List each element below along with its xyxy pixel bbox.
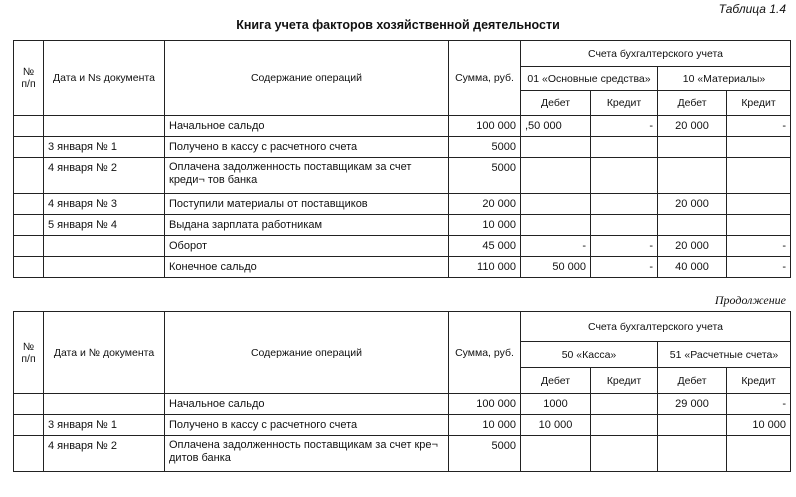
row-content: Выдана зарплата работникам: [165, 215, 449, 236]
header-accounts: Счета бухгалтерского учета: [521, 312, 791, 342]
header-credit: Кредит: [591, 368, 658, 394]
row-content: Начальное сальдо: [165, 394, 449, 415]
header-sum: Сумма, руб.: [449, 312, 521, 394]
table-row: Оборот 45 000 - - 20 000 -: [14, 236, 791, 257]
header-debit: Дебет: [658, 91, 727, 116]
row-content: Получено в кассу с расчетного счета: [165, 415, 449, 436]
header-content: Содержание операций: [165, 41, 449, 116]
header-credit: Кредит: [727, 91, 791, 116]
row-content: Оплачена задолженность поставщикам за счет кре¬ дитов банка: [165, 436, 449, 472]
table-row: 3 января № 1 Получено в кассу с расчетного счета 5000: [14, 137, 791, 158]
table-row: Начальное сальдо 100 000 1000 29 000 -: [14, 394, 791, 415]
table-number-label: Таблица 1.4: [718, 2, 786, 16]
header-account-50: 50 «Касса»: [521, 342, 658, 368]
header-date: Дата и Ns документа: [44, 41, 165, 116]
header-debit: Дебет: [521, 368, 591, 394]
table-row: 3 января № 1 Получено в кассу с расчетного счета 10 000 10 000 10 000: [14, 415, 791, 436]
header-debit: Дебет: [658, 368, 727, 394]
continuation-label: Продолжение: [714, 293, 786, 307]
row-content: Оплачена задолженность поставщикам за счет креди¬ тов банка: [165, 158, 449, 194]
row-content: Начальное сальдо: [165, 116, 449, 137]
header-accounts: Счета бухгалтерского учета: [521, 41, 791, 67]
ledger-table-1: [13, 40, 791, 278]
header-sum: Сумма, руб.: [449, 41, 521, 116]
header-content: Содержание операций: [165, 312, 449, 394]
header-num: № п/п: [14, 312, 44, 394]
table-row: 4 января № 3 Поступили материалы от поставщиков 20 000 20 000: [14, 194, 791, 215]
row-content: Оборот: [165, 236, 449, 257]
row-content: Поступили материалы от поставщиков: [165, 194, 449, 215]
header-account-01: 01 «Основные средства»: [521, 67, 658, 91]
table-row: 4 января № 2 Оплачена задолженность поставщикам за счет кре¬ дитов банка 5000: [14, 436, 791, 472]
header-credit: Кредит: [727, 368, 791, 394]
table-row: Конечное сальдо 110 000 50 000 - 40 000 -: [14, 257, 791, 278]
header-account-10: 10 «Материалы»: [658, 67, 791, 91]
header-date: Дата и № документа: [44, 312, 165, 394]
header-num: № п/п: [14, 41, 44, 116]
table-row: Начальное сальдо 100 000 ,50 000 - 20 000 -: [14, 116, 791, 137]
ledger-table-2: [13, 311, 791, 472]
table-row: 5 января № 4 Выдана зарплата работникам 10 000: [14, 215, 791, 236]
header-account-51: 51 «Расчетные счета»: [658, 342, 791, 368]
header-debit: Дебет: [521, 91, 591, 116]
row-content: Получено в кассу с расчетного счета: [165, 137, 449, 158]
row-content: Конечное сальдо: [165, 257, 449, 278]
document-title: Книга учета факторов хозяйственной деятельности: [236, 18, 560, 32]
header-credit: Кредит: [591, 91, 658, 116]
table-row: 4 января № 2 Оплачена задолженность поставщикам за счет креди¬ тов банка 5000: [14, 158, 791, 194]
